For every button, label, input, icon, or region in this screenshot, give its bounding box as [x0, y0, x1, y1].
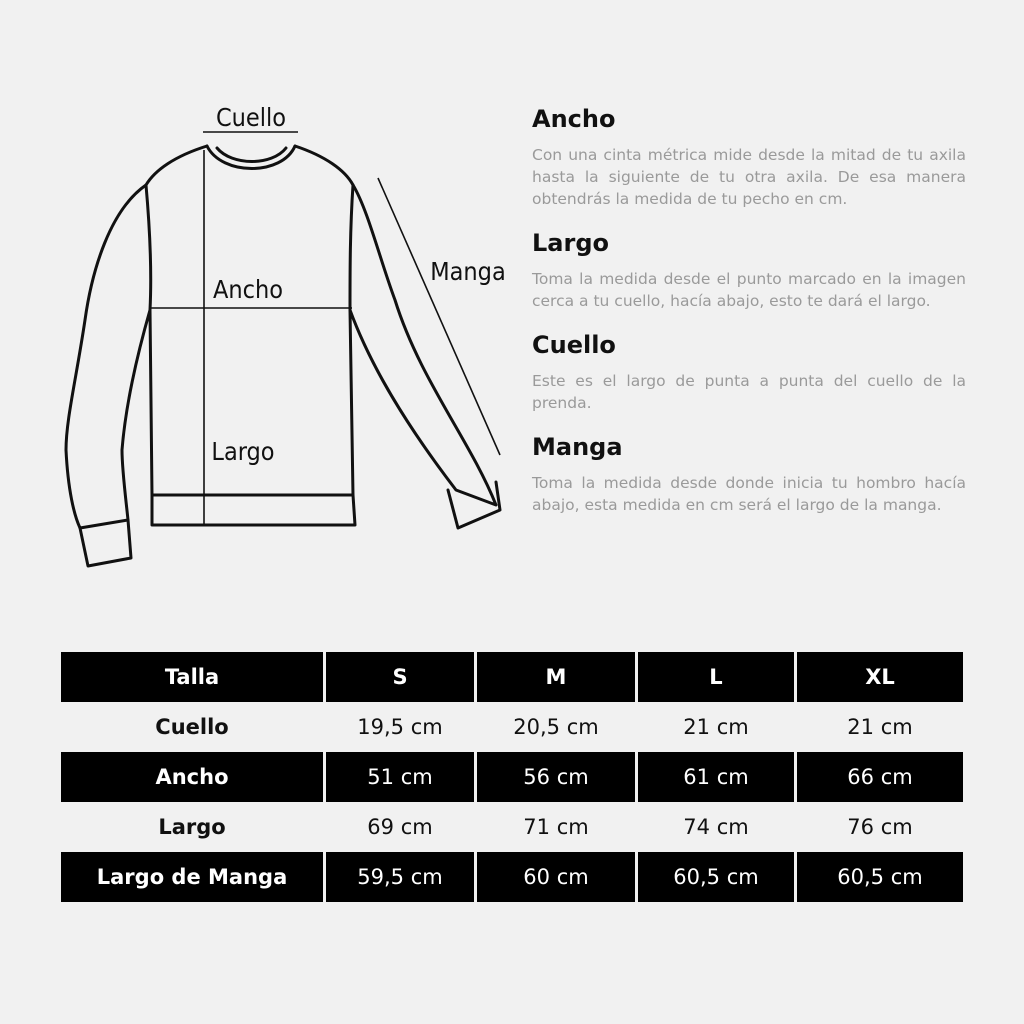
- guide-heading: Cuello: [532, 331, 616, 359]
- header-cell: Talla: [61, 652, 323, 702]
- guide-text: Este es el largo de punta a punta del cuello de la prenda.: [532, 372, 966, 412]
- guide-heading: Largo: [532, 229, 609, 257]
- header-cell: S: [326, 652, 474, 702]
- table-cell: 19,5 cm: [357, 715, 443, 739]
- table-cell: 61 cm: [638, 752, 794, 802]
- guide-text: Toma la medida desde el punto marcado en la imagen cerca a tu cuello, hacía abajo, esto te dará el largo.: [532, 270, 966, 310]
- guide-section-length: [532, 228, 966, 312]
- table-cell: 71 cm: [523, 815, 589, 839]
- table-cell: 59,5 cm: [326, 852, 474, 902]
- neck-label: Cuello: [215, 103, 287, 132]
- measurement-guide: [532, 104, 966, 534]
- row-label: Ancho: [61, 752, 323, 802]
- width-label: Ancho: [212, 275, 284, 304]
- table-cell: 76 cm: [847, 815, 913, 839]
- table-row: [61, 852, 963, 902]
- guide-text: Con una cinta métrica mide desde la mitad de tu axila hasta la siguiente de tu otra axila. De esa manera obtendrás la medida de tu pecho en cm.: [532, 146, 966, 208]
- table-cell: 60,5 cm: [638, 852, 794, 902]
- table-cell: 69 cm: [367, 815, 433, 839]
- guide-section-sleeve: [532, 432, 966, 516]
- header-cell: M: [477, 652, 635, 702]
- table-row: [61, 752, 963, 802]
- table-cell: 74 cm: [683, 815, 749, 839]
- table-row: [61, 702, 963, 752]
- row-label: Largo: [158, 815, 226, 839]
- table-cell: 56 cm: [477, 752, 635, 802]
- table-cell: 21 cm: [683, 715, 749, 739]
- table-cell: 60 cm: [477, 852, 635, 902]
- sweater-outline: [66, 146, 496, 528]
- row-label: Largo de Manga: [61, 852, 323, 902]
- guide-section-width: [532, 104, 966, 210]
- guide-heading: Ancho: [532, 105, 616, 133]
- sleeve-measure-line: [378, 178, 500, 455]
- table-cell: 20,5 cm: [513, 715, 599, 739]
- collar-inner: [217, 148, 286, 162]
- size-table: [58, 652, 966, 902]
- length-label: Largo: [211, 437, 275, 466]
- header-cell: XL: [797, 652, 963, 702]
- table-cell: 60,5 cm: [797, 852, 963, 902]
- table-cell: 21 cm: [847, 715, 913, 739]
- guide-section-neck: [532, 330, 966, 414]
- sleeve-label: Manga: [430, 257, 506, 286]
- table-row: [61, 802, 963, 852]
- table-cell: 66 cm: [797, 752, 963, 802]
- table-header-row: [61, 652, 963, 702]
- guide-heading: Manga: [532, 433, 623, 461]
- guide-text: Toma la medida desde donde inicia tu hombro hacía abajo, esta medida en cm será el largo de la manga.: [532, 474, 966, 514]
- table-cell: 51 cm: [326, 752, 474, 802]
- row-label: Cuello: [155, 715, 229, 739]
- sweater-diagram: [0, 0, 520, 600]
- header-cell: L: [638, 652, 794, 702]
